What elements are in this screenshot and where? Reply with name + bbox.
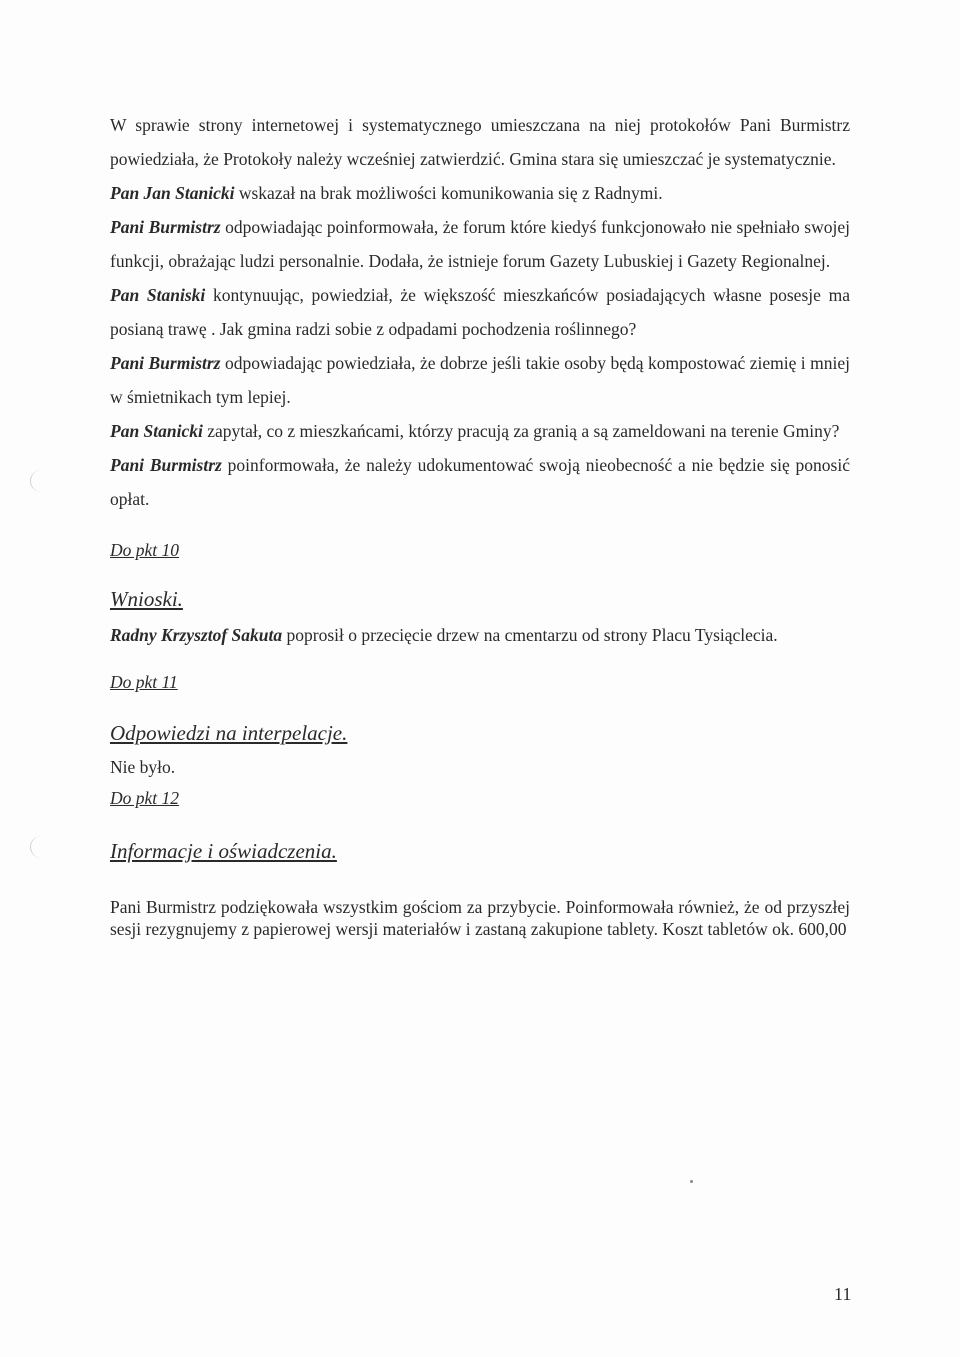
paragraph	[110, 278, 850, 346]
paragraph-text: zapytał, co z mieszkańcami, którzy pracują za granią a są zameldowani na terenie Gminy?	[202, 421, 840, 441]
paragraph-text: kontynuując, powiedział, że większość mieszkańców posiadających własne posesje ma posianą trawę . Jak gmina radzi sobie z odpadami pochodzenia roślinnego?	[110, 285, 850, 339]
speaker: Pani Burmistrz	[110, 353, 221, 373]
paragraph	[110, 346, 850, 414]
section-heading-odpowiedzi: Odpowiedzi na interpelacje.	[110, 721, 348, 745]
speaker: Pani Burmistrz	[110, 455, 222, 475]
paragraph-text: odpowiadając poinformowała, że forum które kiedyś funkcjonowało nie spełniało swojej funkcji, obrażając ludzi personalnie. Dodała, że istnieje forum Gazety Lubuskiej i Gazety Regionalnej.	[110, 217, 850, 271]
paragraph-text: Pani Burmistrz podziękowała wszystkim gościom za przybycie. Poinformowała również, że od przyszłej sesji rezygnujemy z papierowej wersji materiałów i zastaną zakupione tablety. Koszt tabletów ok. 600,00	[110, 897, 850, 939]
paragraph	[110, 176, 850, 210]
speaker: Pani Burmistrz	[110, 217, 221, 237]
paragraph	[110, 618, 850, 652]
speck	[690, 1180, 693, 1183]
paragraph	[110, 896, 850, 940]
paragraph	[110, 756, 850, 778]
paragraph	[110, 448, 850, 516]
section-heading-wnioski: Wnioski.	[110, 587, 183, 611]
paragraph-text: odpowiadając powiedziała, że dobrze jeśli takie osoby będą kompostować ziemię i mniej w śmietnikach tym lepiej.	[110, 353, 850, 407]
paragraph-text: poprosił o przecięcie drzew na cmentarzu od strony Placu Tysiąclecia.	[282, 625, 778, 645]
speaker: Pan Staniski	[110, 285, 206, 305]
section-heading-pkt10: Do pkt 10	[110, 540, 180, 560]
speaker: Radny Krzysztof Sakuta	[110, 625, 283, 645]
section-heading-pkt12: Do pkt 12	[110, 788, 180, 808]
paragraph-text: wskazał na brak możliwości komunikowania się z Radnymi.	[234, 183, 663, 203]
paragraph-text: W sprawie strony internetowej i systematycznego umieszczana na niej protokołów Pani Burmistrz powiedziała, że Protokoły należy wcześniej zatwierdzić. Gmina stara się umieszczać je systematycznie.	[110, 115, 850, 169]
paragraph	[110, 210, 850, 278]
speaker: Pan Jan Stanicki	[110, 183, 235, 203]
section-heading-pkt11: Do pkt 11	[110, 672, 178, 692]
speaker: Pan Stanicki	[110, 421, 203, 441]
binder-hole	[30, 470, 53, 492]
paragraph	[110, 414, 850, 448]
page-number: 11	[834, 1284, 852, 1304]
document-body	[110, 108, 850, 940]
binder-hole	[30, 836, 53, 858]
paragraph-text: Nie było.	[110, 757, 176, 777]
section-heading-informacje: Informacje i oświadczenia.	[110, 839, 337, 863]
paragraph	[110, 108, 850, 176]
paragraph-text: poinformowała, że należy udokumentować swoją nieobecność a nie będzie się ponosić opłat.	[110, 455, 850, 509]
